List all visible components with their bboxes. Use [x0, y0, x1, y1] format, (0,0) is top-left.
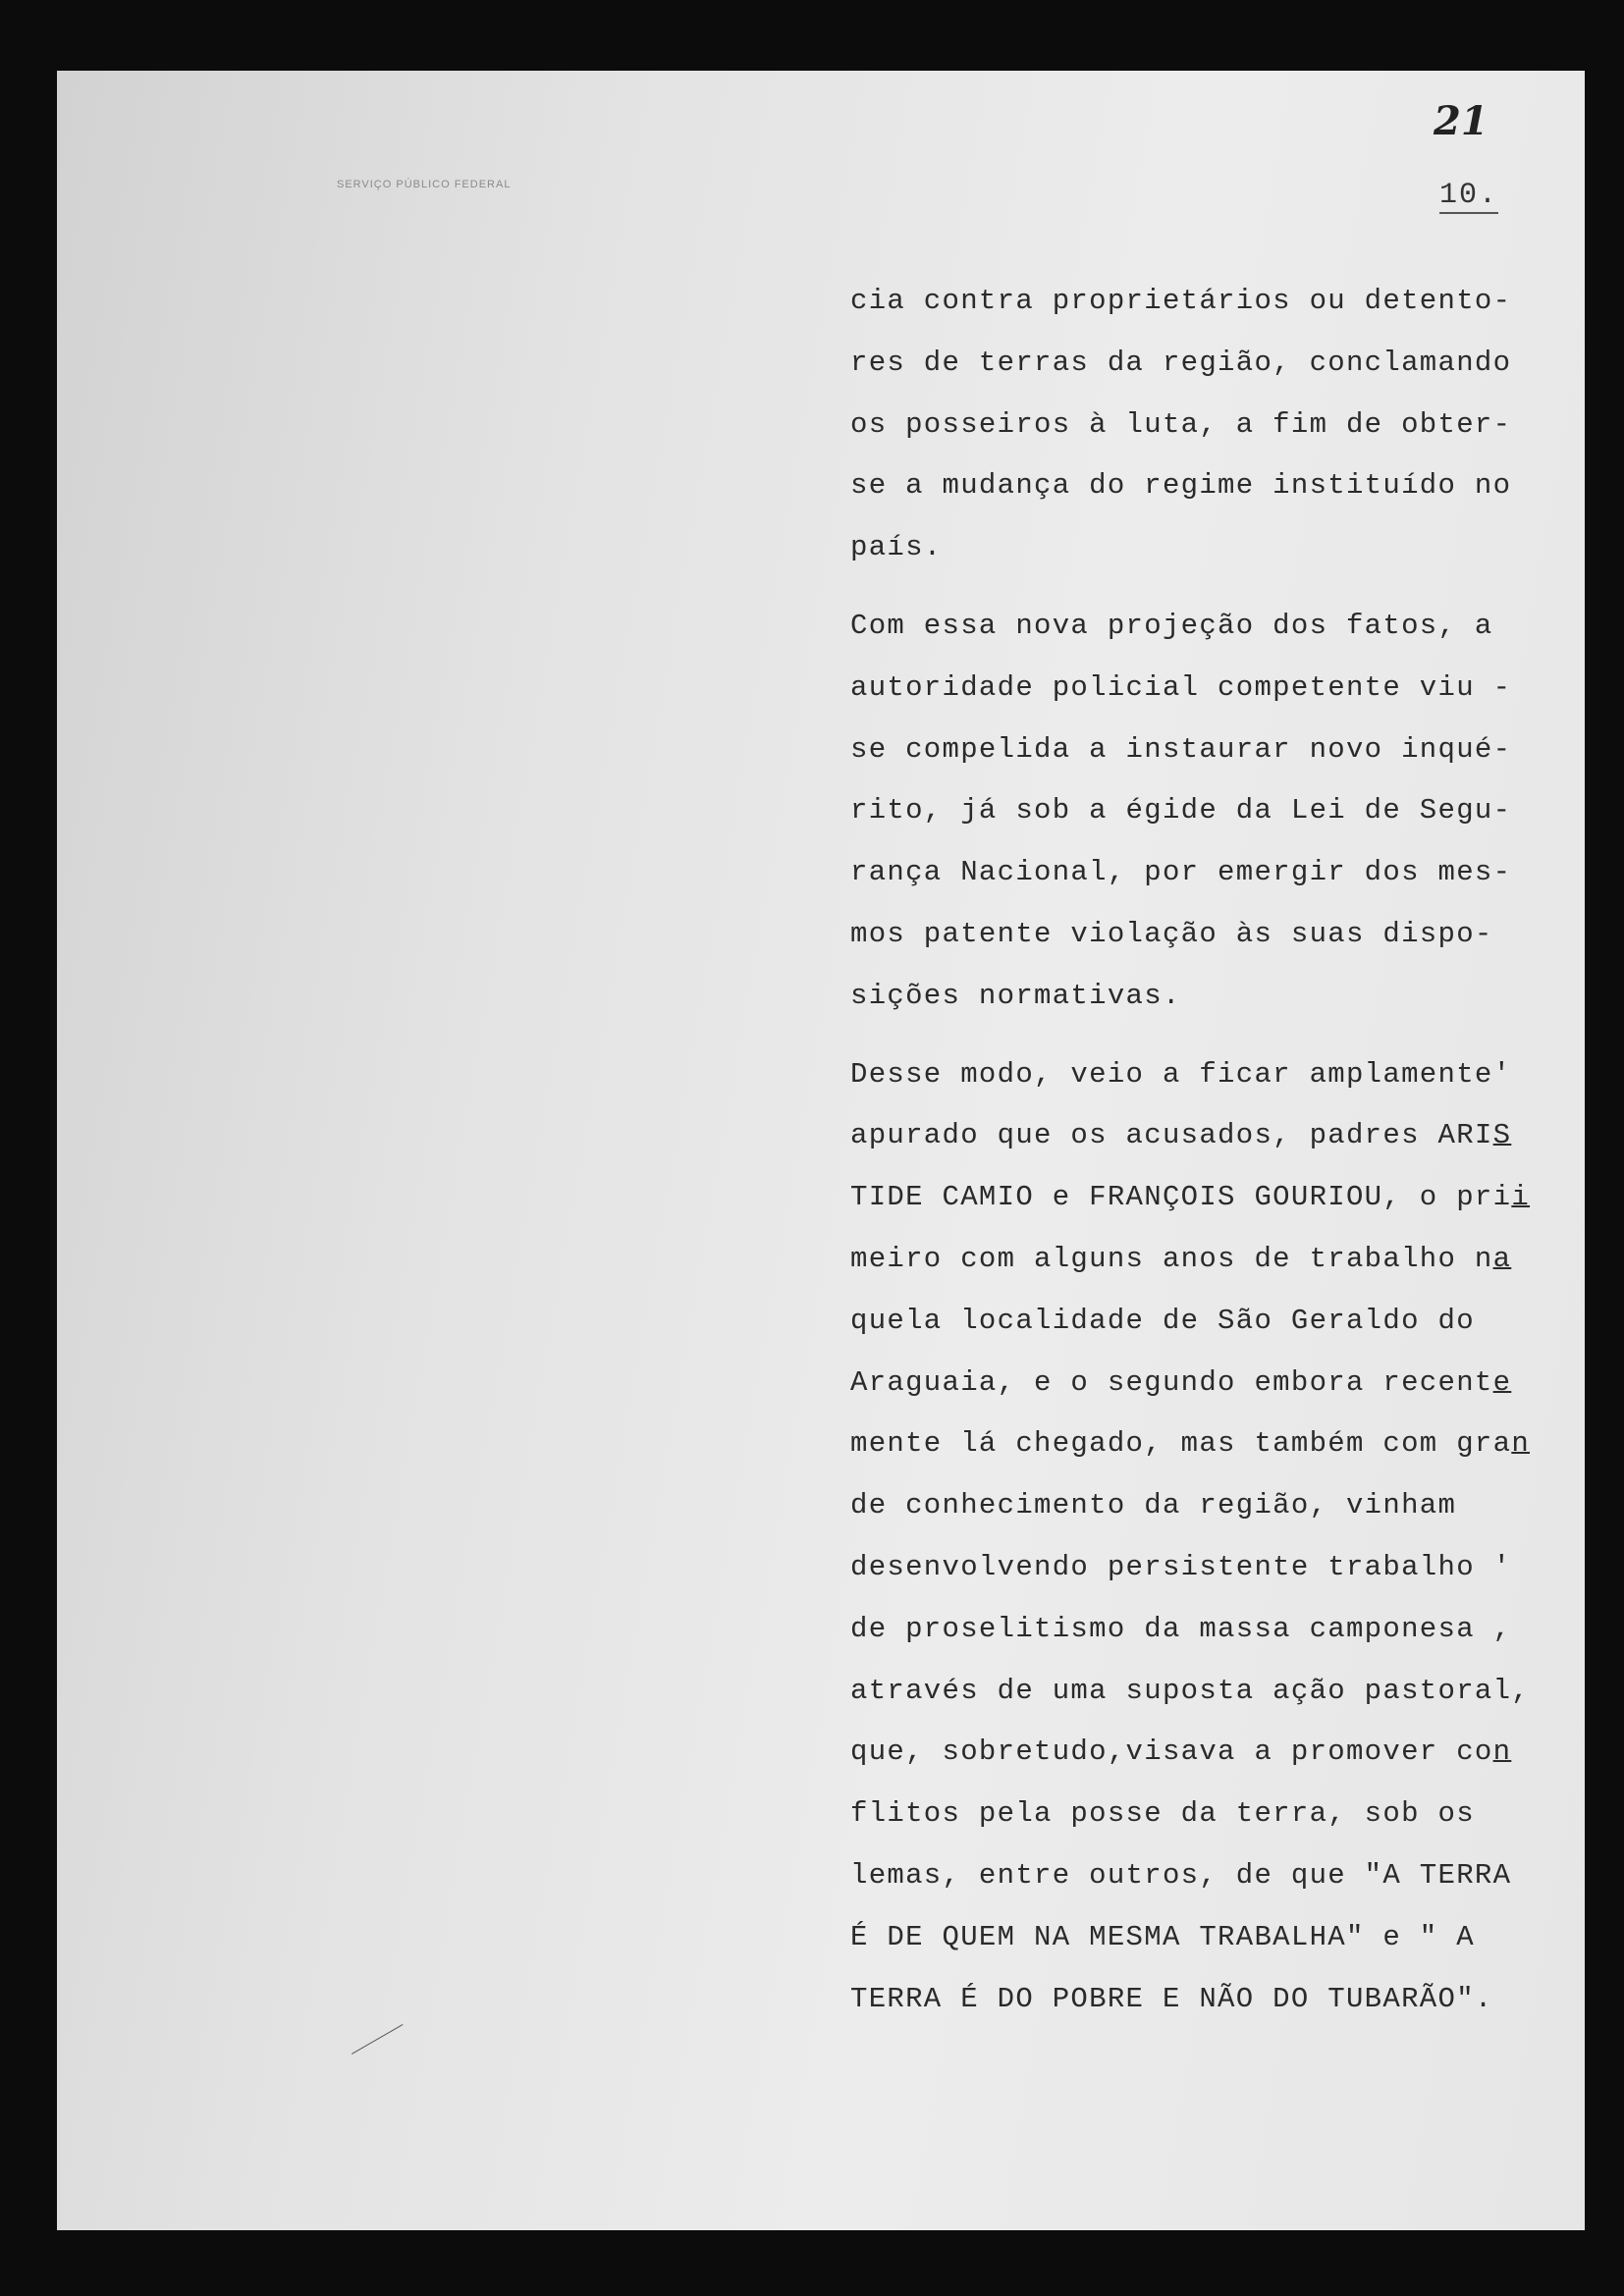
underlined-letter: i: [1511, 1181, 1531, 1214]
text-line: [850, 596, 1557, 658]
text-segment: Araguaia, e o segundo embora recent: [850, 1365, 1493, 1399]
text-line: [850, 395, 1557, 456]
text-line: [850, 455, 1557, 517]
document-page: [57, 71, 1585, 2230]
text-line: [850, 1722, 1557, 1784]
text-segment: que, sobretudo,visava a promover co: [850, 1735, 1493, 1769]
text-line: [850, 658, 1557, 720]
text-line: [850, 1599, 1557, 1661]
text-segment: quela localidade de São Geraldo do: [850, 1304, 1475, 1337]
underlined-letter: e: [1492, 1365, 1512, 1399]
text-segment: se compelida a instaurar novo inqué-: [850, 732, 1512, 766]
document-body: [850, 271, 1557, 2030]
text-line: [850, 842, 1557, 904]
underlined-letter: S: [1492, 1119, 1512, 1152]
text-line: [850, 333, 1557, 395]
text-line: [850, 1537, 1557, 1599]
page-number: 10.: [1439, 179, 1499, 212]
text-segment: rança Nacional, por emergir dos mes-: [850, 856, 1512, 889]
text-segment: se a mudança do regime instituído no: [850, 469, 1512, 503]
text-segment: res de terras da região, conclamando: [850, 346, 1512, 379]
text-segment: mos patente violação às suas dispo-: [850, 917, 1493, 950]
text-segment: sições normativas.: [850, 979, 1181, 1012]
text-line: [850, 271, 1557, 333]
text-segment: flitos pela posse da terra, sob os: [850, 1797, 1475, 1831]
text-segment: Com essa nova projeção dos fatos, a: [850, 609, 1493, 642]
text-segment: país.: [850, 531, 943, 564]
text-segment: É DE QUEM NA MESMA TRABALHA" e " A: [850, 1920, 1475, 1953]
text-segment: meiro com alguns anos de trabalho n: [850, 1242, 1493, 1275]
handwritten-page-number: 21: [1434, 98, 1489, 144]
text-segment: rito, já sob a égide da Lei de Segu-: [850, 794, 1512, 828]
text-line: [850, 1291, 1557, 1353]
text-line: [850, 1969, 1557, 2031]
text-line: [850, 1229, 1557, 1291]
text-segment: TIDE CAMIO e FRANÇOIS GOURIOU, o pri: [850, 1181, 1512, 1214]
text-line: [850, 1845, 1557, 1907]
text-segment: os posseiros à luta, a fim de obter-: [850, 407, 1512, 441]
text-line: [850, 1167, 1557, 1229]
text-segment: mente lá chegado, mas também com gra: [850, 1427, 1512, 1461]
text-line: [850, 1784, 1557, 1845]
text-line: [850, 1475, 1557, 1537]
paragraph: [850, 596, 1557, 1028]
text-line: [850, 780, 1557, 842]
underlined-letter: a: [1492, 1242, 1512, 1275]
letterhead-stamp: SERVIÇO PÚBLICO FEDERAL: [337, 179, 512, 190]
text-segment: lemas, entre outros, de que "A TERRA: [850, 1858, 1512, 1892]
text-line: [850, 1044, 1557, 1106]
paragraph: [850, 271, 1557, 579]
text-segment: cia contra proprietários ou detento-: [850, 285, 1512, 317]
text-line: [850, 1907, 1557, 1969]
text-line: [850, 966, 1557, 1028]
text-line: [850, 904, 1557, 966]
text-segment: de conhecimento da região, vinham: [850, 1489, 1457, 1522]
text-segment: autoridade policial competente viu -: [850, 670, 1512, 704]
text-line: [850, 1414, 1557, 1475]
text-segment: através de uma suposta ação pastoral,: [850, 1674, 1531, 1707]
text-segment: Desse modo, veio a ficar amplamente': [850, 1057, 1512, 1091]
text-segment: de proselitismo da massa camponesa ,: [850, 1612, 1512, 1645]
text-line: [850, 1661, 1557, 1723]
underlined-letter: n: [1511, 1427, 1531, 1461]
text-segment: desenvolvendo persistente trabalho ': [850, 1550, 1512, 1583]
text-segment: TERRA É DO POBRE E NÃO DO TUBARÃO".: [850, 1982, 1493, 2015]
underlined-letter: n: [1492, 1735, 1512, 1769]
paragraph: [850, 1044, 1557, 2031]
scratch-mark: [352, 2024, 403, 2055]
text-line: [850, 517, 1557, 579]
text-line: [850, 720, 1557, 781]
text-line: [850, 1353, 1557, 1415]
text-segment: apurado que os acusados, padres ARI: [850, 1119, 1493, 1152]
text-line: [850, 1105, 1557, 1167]
